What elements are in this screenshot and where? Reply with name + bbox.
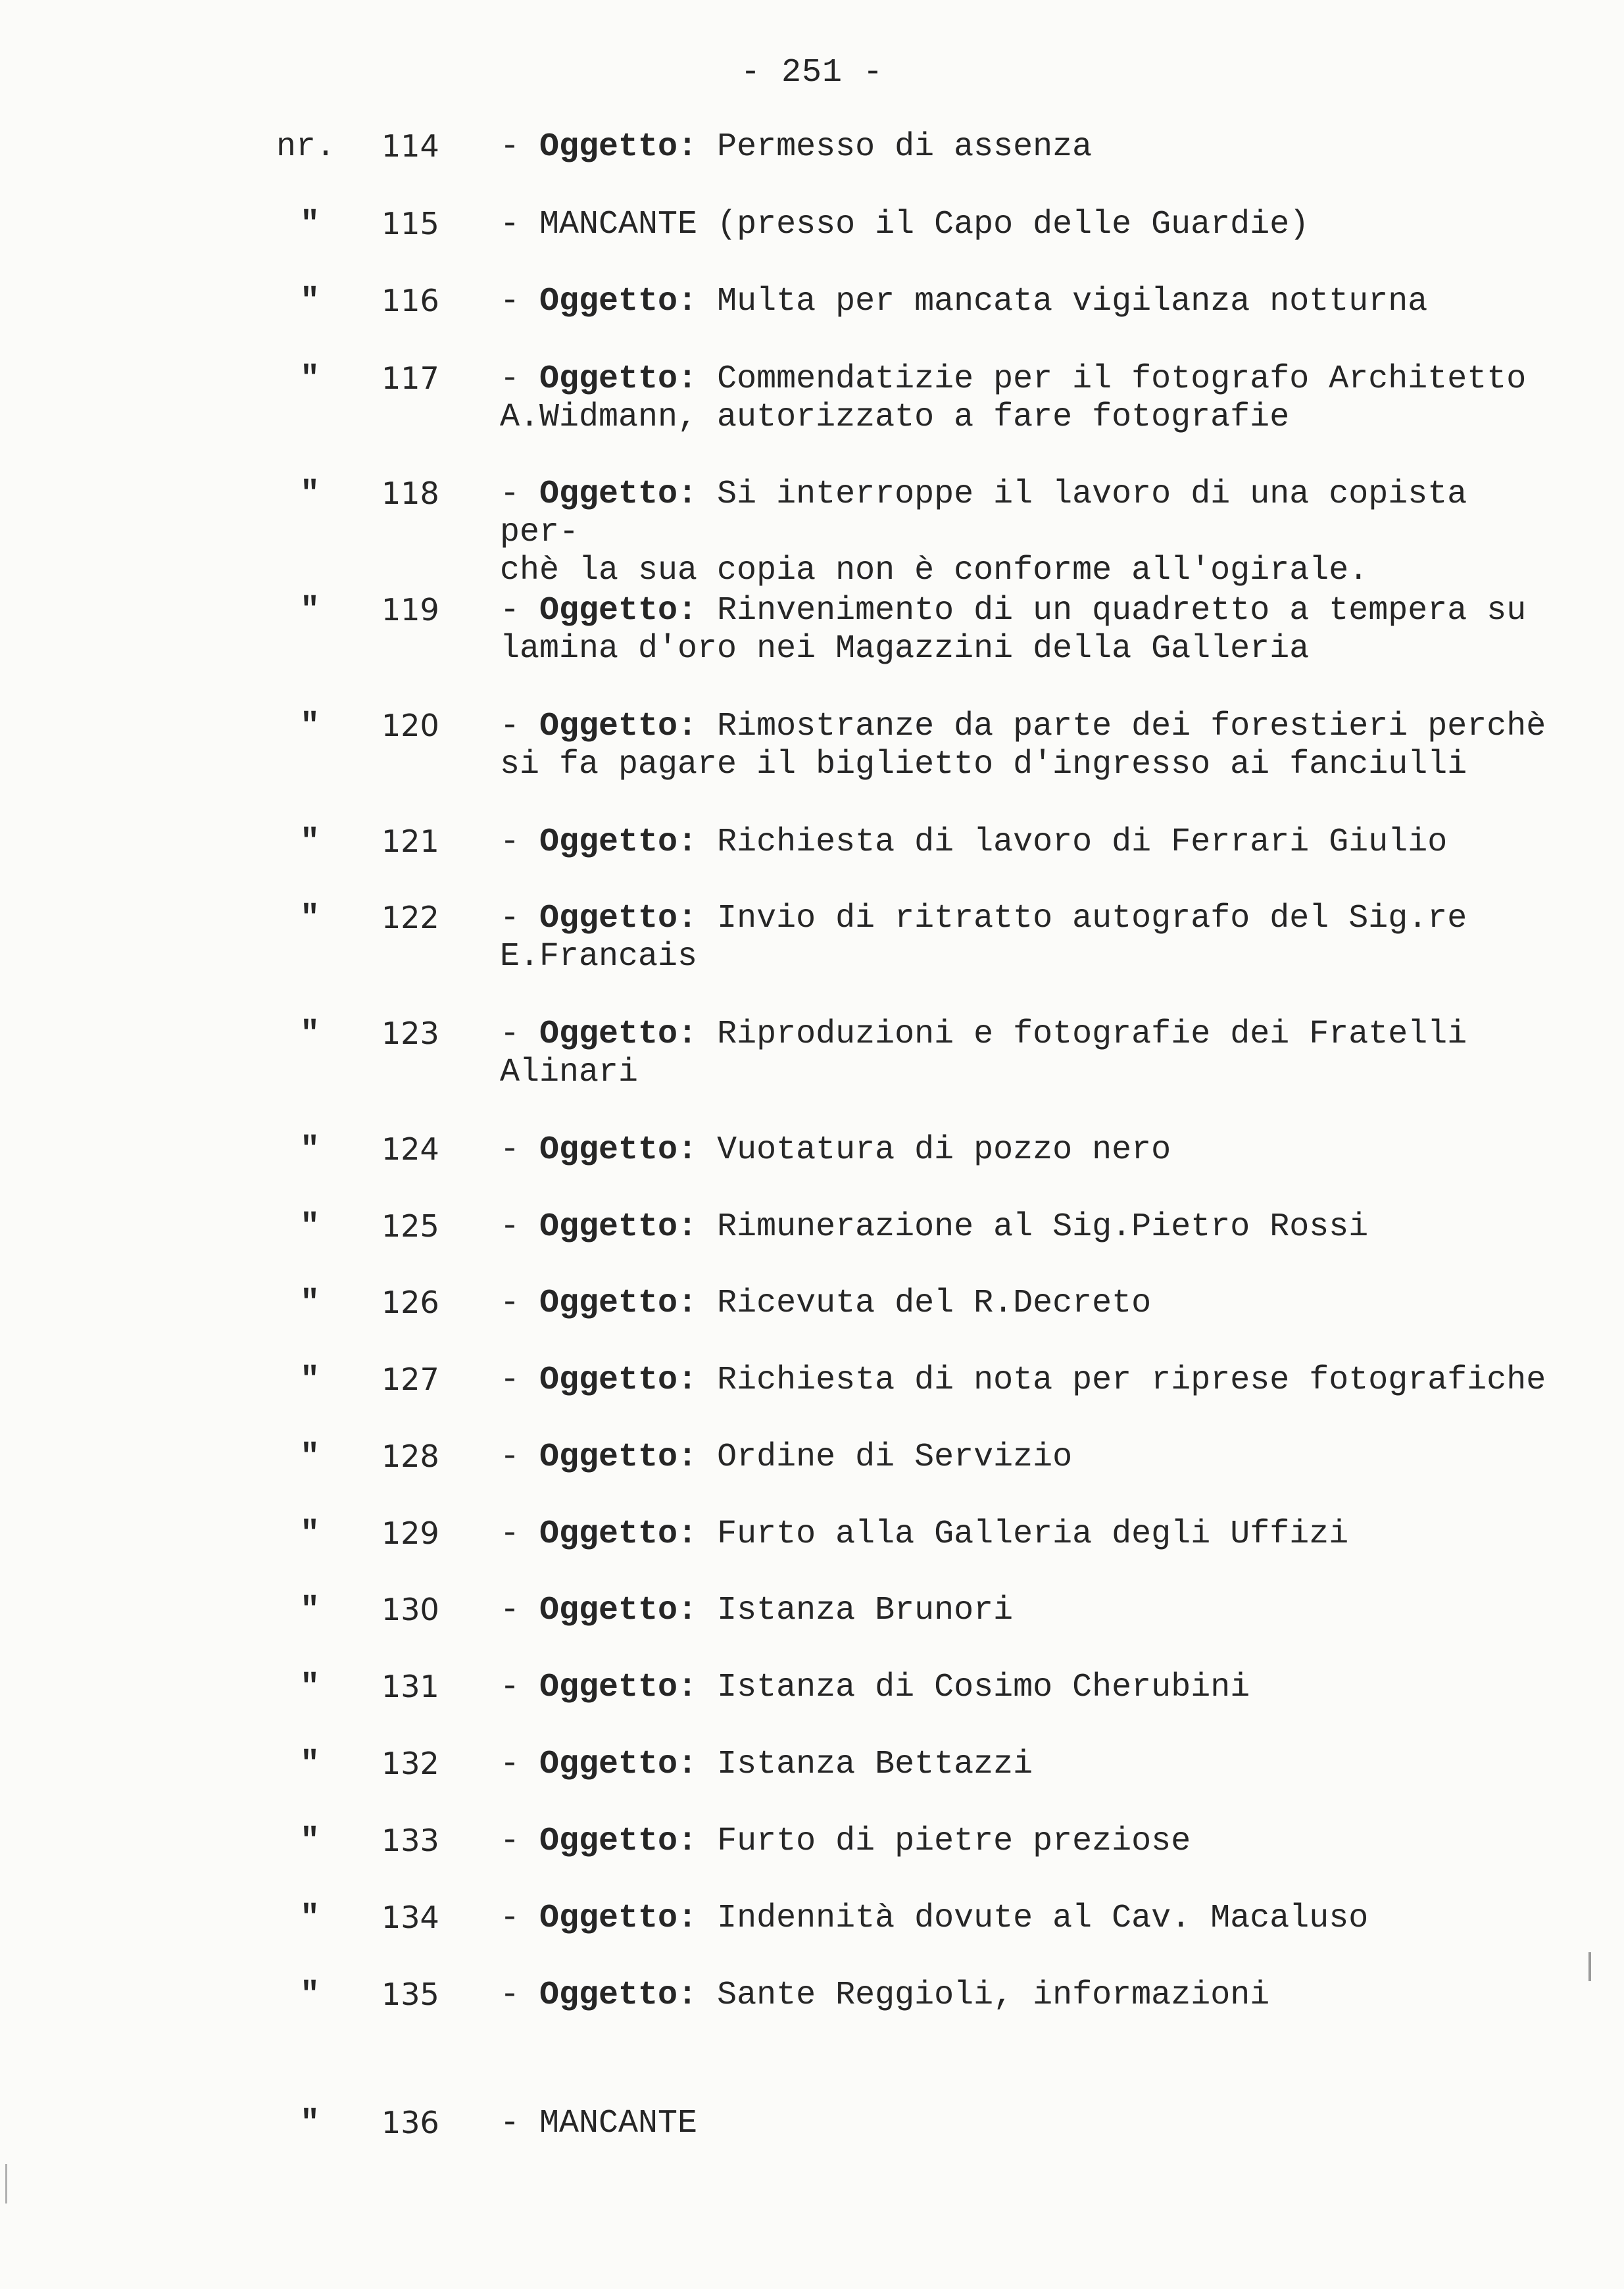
- entry-description-continued: si fa pagare il biglietto d'ingresso ai fanciulli: [500, 746, 1467, 783]
- entry-description: Riproduzioni e fotografie dei Fratelli: [717, 1016, 1467, 1053]
- entry-line-1: [500, 1977, 1552, 2015]
- entry-description-continued: chè la sua copia non è conforme all'ogirale.: [500, 552, 1369, 589]
- ditto-mark: ": [300, 1439, 320, 1476]
- entry-dash: -: [500, 708, 540, 745]
- entry-prefix: nr.: [276, 128, 336, 166]
- entry-label: Oggetto:: [539, 824, 698, 861]
- ditto-mark: ": [300, 360, 320, 398]
- entry-number: 123: [381, 1016, 439, 1051]
- entry-number: 129: [381, 1515, 439, 1551]
- ditto-mark: ": [300, 1515, 320, 1553]
- entry-line-1: [500, 900, 1552, 938]
- entry-label: Oggetto:: [539, 128, 698, 166]
- entry-number: 127: [381, 1362, 439, 1397]
- entry-description-continued: E.Francais: [500, 938, 698, 975]
- entry-body: [500, 1669, 1552, 1707]
- entry-label: Oggetto:: [539, 1362, 698, 1399]
- entry-dash: -: [500, 476, 540, 513]
- entry-description: Rimostranze da parte dei forestieri perchè: [717, 708, 1546, 745]
- entry-line-1: [500, 1669, 1552, 1707]
- entry-line-1: [500, 1515, 1552, 1554]
- entry-dash: -: [500, 360, 540, 398]
- entry-description: MANCANTE (presso il Capo delle Guardie): [539, 206, 1310, 243]
- entry-description: Commendatizie per il fotografo Architetto: [717, 360, 1527, 398]
- ditto-mark: ": [300, 1977, 320, 2014]
- entry-description: Richiesta di nota per riprese fotografiche: [717, 1362, 1546, 1399]
- entry-label: Oggetto:: [539, 1208, 698, 1246]
- entry-number: 132: [381, 1746, 439, 1781]
- entry-description: Sante Reggioli, informazioni: [717, 1977, 1270, 2014]
- entry-line-1: [500, 1131, 1552, 1169]
- entry-dash: -: [500, 1900, 540, 1937]
- entry-description: Multa per mancata vigilanza notturna: [717, 283, 1428, 320]
- page-number: - 251 -: [740, 54, 884, 91]
- entry-dash: -: [500, 1592, 540, 1629]
- entry-description: MANCANTE: [539, 2105, 698, 2142]
- entry-dash: -: [500, 1746, 540, 1783]
- scan-edge-mark: [5, 2164, 7, 2203]
- entry-line-1: [500, 2105, 1552, 2143]
- entry-number: 130: [381, 1592, 439, 1627]
- entry-body: [500, 1900, 1552, 1938]
- entry-dash: -: [500, 283, 540, 320]
- entry-dash: -: [500, 1285, 540, 1322]
- entry-description: Rinvenimento di un quadretto a tempera su: [717, 592, 1527, 629]
- entry-number: 133: [381, 1823, 439, 1858]
- entry-dash: -: [500, 1515, 540, 1553]
- entry-line-1: [500, 283, 1552, 321]
- entry-body: [500, 1285, 1552, 1323]
- entry-description: Istanza di Cosimo Cherubini: [717, 1669, 1250, 1706]
- entry-number: 135: [381, 1977, 439, 2012]
- entry-dash: -: [500, 1823, 540, 1860]
- entry-dash: -: [500, 128, 540, 166]
- entry-label: Oggetto:: [539, 476, 698, 513]
- entry-body: [500, 1131, 1552, 1169]
- entry-description: Invio di ritratto autografo del Sig.re: [717, 900, 1467, 937]
- ditto-mark: ": [300, 1362, 320, 1399]
- entry-label: Oggetto:: [539, 1131, 698, 1169]
- entry-label: Oggetto:: [539, 1746, 698, 1783]
- entry-line-1: [500, 128, 1552, 166]
- entry-body: [500, 1515, 1552, 1554]
- entry-number: 119: [381, 592, 439, 628]
- entry-body: [500, 1592, 1552, 1630]
- entry-line-1: [500, 1900, 1552, 1938]
- entry-dash: -: [500, 1439, 540, 1476]
- entry-body: [500, 708, 1552, 784]
- entry-body: [500, 824, 1552, 862]
- entry-label: Oggetto:: [539, 283, 698, 320]
- ditto-mark: ": [300, 1823, 320, 1860]
- ditto-mark: ": [300, 900, 320, 937]
- entry-body: [500, 128, 1552, 166]
- ditto-mark: ": [300, 2105, 320, 2142]
- entry-description: Istanza Brunori: [717, 1592, 1014, 1629]
- ditto-mark: ": [300, 1746, 320, 1783]
- entry-description-continued: A.Widmann, autorizzato a fare fotografie: [500, 399, 1290, 436]
- entry-line-1: [500, 1208, 1552, 1246]
- ditto-mark: ": [300, 1131, 320, 1169]
- entry-number: 115: [381, 206, 439, 241]
- entry-line-1: [500, 206, 1552, 244]
- entry-line-1: [500, 708, 1552, 746]
- ditto-mark: ": [300, 1208, 320, 1246]
- entry-label: Oggetto:: [539, 1285, 698, 1322]
- entry-dash: -: [500, 900, 540, 937]
- ditto-mark: ": [300, 708, 320, 745]
- entry-body: [500, 1746, 1552, 1784]
- entry-dash: -: [500, 1362, 540, 1399]
- entry-label: Oggetto:: [539, 1977, 698, 2014]
- entry-label: Oggetto:: [539, 1439, 698, 1476]
- entry-line-1: [500, 1823, 1552, 1861]
- entry-description-continued: Alinari: [500, 1054, 639, 1091]
- entry-number: 117: [381, 360, 439, 396]
- entry-body: [500, 1977, 1552, 2015]
- entry-body: [500, 1823, 1552, 1861]
- ditto-mark: ": [300, 1016, 320, 1053]
- entry-number: 136: [381, 2105, 439, 2140]
- entry-number: 114: [381, 128, 439, 164]
- entry-number: 122: [381, 900, 439, 935]
- entry-label: Oggetto:: [539, 1823, 698, 1860]
- entry-line-1: [500, 1362, 1552, 1400]
- entry-number: 124: [381, 1131, 439, 1167]
- entry-label: Oggetto:: [539, 900, 698, 937]
- entry-body: [500, 1016, 1552, 1092]
- entry-dash: -: [500, 1669, 540, 1706]
- entry-line-1: [500, 1746, 1552, 1784]
- entry-label: Oggetto:: [539, 1669, 698, 1706]
- entry-body: [500, 900, 1552, 976]
- entry-description: Vuotatura di pozzo nero: [717, 1131, 1171, 1169]
- entry-description: Permesso di assenza: [717, 128, 1093, 166]
- ditto-mark: ": [300, 592, 320, 629]
- entry-label: Oggetto:: [539, 592, 698, 629]
- entry-line-1: [500, 824, 1552, 862]
- entry-dash: -: [500, 1016, 540, 1053]
- entry-number: 125: [381, 1208, 439, 1244]
- entry-number: 131: [381, 1669, 439, 1704]
- entry-body: [500, 283, 1552, 321]
- ditto-mark: ": [300, 1669, 320, 1706]
- entry-description-continued: lamina d'oro nei Magazzini della Galleria: [500, 630, 1310, 668]
- entry-number: 116: [381, 283, 439, 318]
- entry-description: Furto alla Galleria degli Uffizi: [717, 1515, 1349, 1553]
- entry-description: Indennità dovute al Cav. Macaluso: [717, 1900, 1369, 1937]
- entry-label: Oggetto:: [539, 1016, 698, 1053]
- entry-number: 118: [381, 476, 439, 511]
- entry-label: Oggetto:: [539, 1900, 698, 1937]
- entry-description: Si interroppe il lavoro di una copista per-: [500, 476, 1467, 551]
- entry-description: Furto di pietre preziose: [717, 1823, 1191, 1860]
- entry-description: Ricevuta del R.Decreto: [717, 1285, 1152, 1322]
- ditto-mark: ": [300, 1900, 320, 1937]
- entry-body: [500, 360, 1552, 437]
- entry-body: [500, 476, 1552, 590]
- entry-line-1: [500, 592, 1552, 630]
- entry-dash: -: [500, 2105, 540, 2142]
- entry-line-1: [500, 1016, 1552, 1054]
- ditto-mark: ": [300, 1285, 320, 1322]
- entry-dash: -: [500, 206, 540, 243]
- entry-description: Richiesta di lavoro di Ferrari Giulio: [717, 824, 1448, 861]
- entry-dash: -: [500, 1131, 540, 1169]
- entry-number: 121: [381, 824, 439, 859]
- ditto-mark: ": [300, 824, 320, 861]
- entry-number: 128: [381, 1439, 439, 1474]
- entry-label: Oggetto:: [539, 708, 698, 745]
- entry-dash: -: [500, 592, 540, 629]
- ditto-mark: ": [300, 476, 320, 513]
- entry-line-1: [500, 476, 1552, 552]
- entry-dash: -: [500, 1208, 540, 1246]
- entry-dash: -: [500, 1977, 540, 2014]
- entry-body: [500, 1362, 1552, 1400]
- margin-mark: [1588, 1952, 1591, 1981]
- entry-body: [500, 1439, 1552, 1477]
- entry-line-1: [500, 360, 1552, 399]
- entry-description: Istanza Bettazzi: [717, 1746, 1033, 1783]
- entry-number: 126: [381, 1285, 439, 1320]
- entry-description: Rimunerazione al Sig.Pietro Rossi: [717, 1208, 1369, 1246]
- entry-line-1: [500, 1592, 1552, 1630]
- entry-dash: -: [500, 824, 540, 861]
- entry-body: [500, 2105, 1552, 2143]
- entry-body: [500, 592, 1552, 668]
- entry-label: Oggetto:: [539, 1515, 698, 1553]
- entry-number: 134: [381, 1900, 439, 1935]
- entry-line-1: [500, 1285, 1552, 1323]
- entry-number: 120: [381, 708, 439, 743]
- entry-body: [500, 1208, 1552, 1246]
- entry-label: Oggetto:: [539, 1592, 698, 1629]
- ditto-mark: ": [300, 283, 320, 320]
- entry-description: Ordine di Servizio: [717, 1439, 1073, 1476]
- entry-body: [500, 206, 1552, 244]
- entry-label: Oggetto:: [539, 360, 698, 398]
- entry-line-1: [500, 1439, 1552, 1477]
- ditto-mark: ": [300, 1592, 320, 1629]
- ditto-mark: ": [300, 206, 320, 243]
